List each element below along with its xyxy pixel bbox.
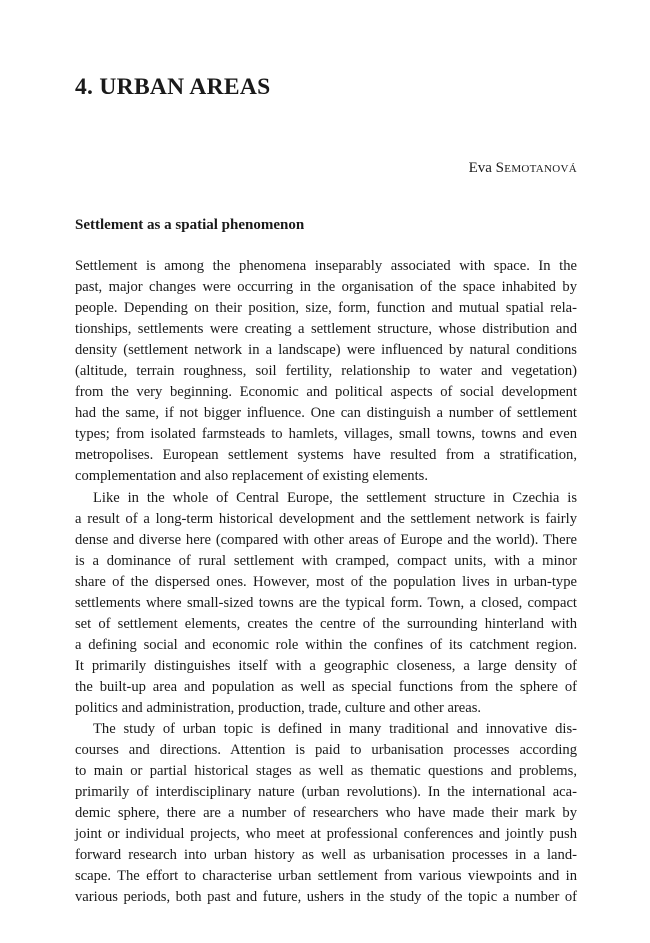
text-line: It primarily distinguishes itself with a geographic closeness, a large density of	[75, 657, 577, 674]
text-line: forward research into urban history as well as urbanisation processes in a land-	[75, 847, 577, 864]
text-line: types; from isolated farmsteads to hamlets, villages, small towns, towns and even	[75, 426, 577, 443]
text-line: density (settlement network in a landscape) were influenced by natural conditions	[75, 342, 577, 359]
text-line: complementation and also replacement of existing elements.	[75, 468, 428, 485]
paragraph	[75, 488, 577, 720]
text-line: (altitude, terrain roughness, soil fertility, relationship to water and vegetation)	[75, 363, 577, 380]
text-line: had the same, if not bigger influence. One can distinguish a number of settlement	[75, 405, 577, 422]
section-heading: Settlement as a spatial phenomenon	[75, 217, 305, 233]
text-line: from the very beginning. Economic and political aspects of social development	[75, 384, 577, 401]
text-line: dense and diverse here (compared with other areas of Europe and the world). There	[75, 531, 577, 548]
text-line: people. Depending on their position, size, form, function and mutual spatial rela-	[75, 300, 577, 317]
text-line: primarily of interdisciplinary nature (urban revolutions). In the international aca-	[75, 784, 577, 801]
author-given-name: Eva	[468, 160, 492, 176]
text-line: demic sphere, there are a number of researchers who have made their mark by	[75, 805, 577, 822]
text-line: share of the dispersed ones. However, most of the population lives in urban-type	[75, 573, 577, 590]
text-line: politics and administration, production, trade, culture and other areas.	[75, 699, 482, 716]
text-line: the built-up area and population as well as special functions from the sphere of	[75, 678, 577, 695]
text-line: settlements where small-sized towns are the typical form. Town, a closed, compact	[75, 594, 577, 611]
text-line: is a dominance of rural settlement with cramped, compact units, with a minor	[75, 552, 577, 569]
text-line: set of settlement elements, creates the centre of the surrounding hinterland with	[75, 615, 577, 632]
text-line: tionships, settlements were creating a settlement structure, whose distribution and	[75, 321, 577, 338]
text-line: to main or partial historical stages as well as thematic questions and problems,	[75, 763, 577, 780]
text-line: a result of a long-term historical development and the settlement network is fairly	[75, 510, 577, 527]
text-line: past, major changes were occurring in the organisation of the space inhabited by	[75, 279, 577, 296]
text-line: metropolises. European settlement systems have resulted from a stratification,	[75, 447, 577, 464]
chapter-title: 4. URBAN AREAS	[75, 74, 271, 100]
text-line: Like in the whole of Central Europe, the settlement structure in Czechia is	[93, 489, 577, 506]
text-line: various periods, both past and future, ushers in the study of the topic a number of	[75, 889, 577, 906]
text-line: a defining social and economic role within the confines of its catchment region.	[75, 636, 577, 653]
text-line: Settlement is among the phenomena inseparably associated with space. In the	[75, 258, 577, 274]
author-name	[469, 160, 577, 177]
text-line: courses and directions. Attention is paid to urbanisation processes according	[75, 742, 577, 759]
author-surname: Semotanová	[495, 160, 577, 176]
text-line: joint or individual projects, who meet at professional conferences and jointly push	[75, 826, 577, 843]
paragraph	[75, 719, 577, 908]
text-line: scape. The effort to characterise urban settlement from various viewpoints and in	[75, 868, 577, 885]
text-line: The study of urban topic is defined in many traditional and innovative dis-	[93, 721, 577, 738]
paragraph	[75, 256, 577, 488]
body-text	[75, 256, 577, 908]
